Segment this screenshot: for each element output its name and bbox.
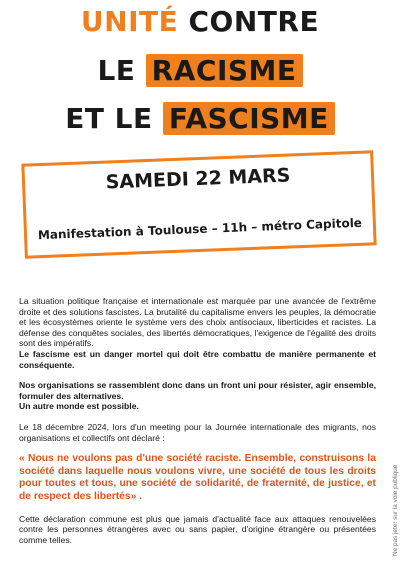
title-line-1 <box>0 5 400 39</box>
title-le: LE <box>97 54 136 87</box>
event-box <box>21 150 376 258</box>
title-contre: CONTRE <box>188 5 320 38</box>
title-unite: UNITÉ <box>80 5 179 38</box>
event-date: SAMEDI 22 MARS <box>105 164 291 194</box>
title-line-2 <box>0 54 400 88</box>
paragraph-2-text-2: Un autre monde est possible. <box>19 401 139 412</box>
paragraph-1-bold: Le fascisme est un danger mortel qui doit être combattu de manière permanente et conséquente. <box>19 348 376 370</box>
title-line-3 <box>0 102 400 136</box>
paragraph-1 <box>19 296 376 370</box>
paragraph-4: Cette déclaration commune est plus que jamais d'actualité face aux attaques renouvelées contre les personnes étrangères avec ou sans papier, d'origine étrangère ou présentées comme telles. <box>19 513 376 545</box>
paragraph-2 <box>19 380 376 412</box>
event-details: Manifestation à Toulouse – 11h – métro Capitole <box>37 215 363 243</box>
paragraph-3: Le 18 décembre 2024, lors d'un meeting pour la Journée internationale des migrants, nos organisations et collectifs ont déclaré : <box>19 421 376 443</box>
paragraph-1-text: La situation politique française et internationale est marquée par une avancée de l'extrême droite et des solutions fascistes. La brutalité du capitalisme envers les peuples, la démocratie et les écosystèmes oriente le système vers des choix antisociaux, liberticides et racistes. La défense des conquêtes sociales, des libertés démocratiques, l'exigence de l'égalité des droits sont des impératifs. <box>19 296 376 349</box>
title-et-le: ET LE <box>65 102 153 135</box>
title-racisme-highlight: RACISME <box>146 54 303 87</box>
quote: « Nous ne voulons pas d'une société raciste. Ensemble, construisons la société dans laquelle nous voulons vivre, une société de tous les droits pour toutes et tous, une société de solidarité, de fraternité, de justice, et de respect des libertés» . <box>19 453 376 502</box>
body-text <box>19 296 376 555</box>
paragraph-2-text: Nos organisations se rassemblent donc dans un front uni pour résister, agir ensemble, formuler des alternatives. <box>19 380 376 401</box>
title-fascisme-highlight: FASCISME <box>163 102 335 135</box>
side-note: Ne pas jeter sur la voie publique <box>392 464 399 556</box>
